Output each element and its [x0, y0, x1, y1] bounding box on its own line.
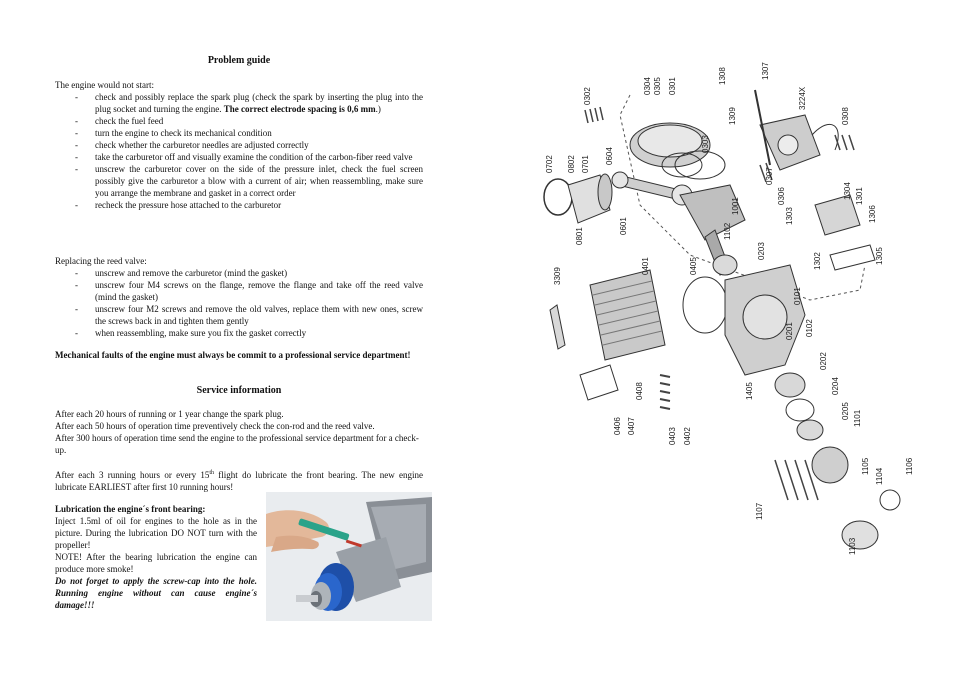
- part-label: 0205: [841, 402, 850, 420]
- part-label: 0401: [641, 257, 650, 275]
- part-label: 1104: [875, 467, 884, 485]
- check-item: - recheck the pressure hose attached to the carburetor: [55, 199, 423, 211]
- lubrication-warning: Do not forget to apply the screw-cap into the hole. Running engine without can cause engine´s damage!!!: [55, 576, 257, 610]
- part-label: 1309: [728, 107, 737, 125]
- problem-checklist: [55, 91, 423, 211]
- part-label: 0203: [757, 242, 766, 260]
- lubrication-photo: [266, 492, 432, 621]
- part-label: 0305: [653, 77, 662, 95]
- service-line: After 300 hours of operation time send the engine to the professional service department for a check-up.: [55, 433, 419, 455]
- part-label: 0307: [765, 167, 774, 185]
- part-label: 1306: [868, 205, 877, 223]
- lubrication-interval: After each 3 running hours or every 15th flight do lubricate the front bearing. The new engine lubricate EARLIEST after first 10 running hours!: [55, 470, 423, 492]
- part-label: 1301: [855, 187, 864, 205]
- part-label: 0408: [635, 382, 644, 400]
- part-label: 3224X: [798, 86, 807, 110]
- lubrication-body: Inject 1.5ml of oil for engines to the hole as in the picture. During the lubrication DO NOT turn with the propeller!: [55, 516, 257, 550]
- part-label: 1105: [861, 457, 870, 475]
- part-label: 0308: [841, 107, 850, 125]
- part-label: 0201: [785, 322, 794, 340]
- reed-step: - unscrew and remove the carburetor (mind the gasket): [55, 267, 423, 279]
- check-item: - check the fuel feed: [55, 115, 423, 127]
- part-label: 0302: [583, 87, 592, 105]
- check-item-spark-plug: - check and possibly replace the spark plug (check the spark by inserting the plug into the plug socket and turning the engine. The correct electrode spacing is 0,6 mm.): [55, 91, 423, 115]
- part-label: 0306: [777, 187, 786, 205]
- reed-step: - unscrew four M4 screws on the flange, remove the flange and take off the reed valve (mind the gasket): [55, 279, 423, 303]
- check-item: - turn the engine to check its mechanical condition: [55, 127, 423, 139]
- reed-step: - unscrew four M2 screws and remove the old valves, replace them with new ones, screw the screws back in and tighten them gently: [55, 303, 423, 327]
- part-label: 1405: [745, 382, 754, 400]
- part-label: 0303: [701, 135, 710, 153]
- part-label: 0402: [683, 427, 692, 445]
- engine-parts-drawing: [530, 55, 920, 565]
- service-info-title: Service information: [196, 385, 282, 396]
- lubrication-photo-illustration: [266, 492, 432, 621]
- part-label: 1304: [843, 182, 852, 200]
- part-label: 3309: [553, 267, 562, 285]
- part-label: 1308: [718, 67, 727, 85]
- service-line: After each 50 hours of operation time preventively check the con-rod and the reed valve.: [55, 421, 375, 431]
- reed-step: - when reassembling, make sure you fix the gasket correctly: [55, 327, 423, 339]
- part-label: 1106: [905, 457, 914, 475]
- lubrication-note: NOTE! After the bearing lubrication the engine can produce more smoke!: [55, 552, 257, 574]
- part-label: 0802: [567, 155, 576, 173]
- part-label: 0601: [619, 217, 628, 235]
- problem-guide-title: Problem guide: [207, 55, 271, 66]
- part-label: 1101: [853, 409, 862, 427]
- part-label: 0405: [689, 257, 698, 275]
- part-label: 0406: [613, 417, 622, 435]
- problem-intro: The engine would not start:: [55, 80, 154, 90]
- part-label: 0801: [575, 227, 584, 245]
- lubrication-title: Lubrication the engine´s front bearing:: [55, 504, 206, 514]
- part-label: 1001: [731, 197, 740, 215]
- part-label: 0403: [668, 427, 677, 445]
- part-label: 0102: [805, 319, 814, 337]
- lubrication-section: [55, 503, 257, 611]
- part-label: 0204: [831, 377, 840, 395]
- part-label: 1103: [848, 537, 857, 555]
- part-label: 0604: [605, 147, 614, 165]
- exploded-engine-diagram: [530, 55, 920, 565]
- part-label: 0301: [668, 77, 677, 95]
- part-label: 0701: [581, 155, 590, 173]
- part-label: 1107: [755, 502, 764, 520]
- mechanical-fault-warning: Mechanical faults of the engine must always be commit to a professional service department!: [55, 350, 411, 360]
- reed-valve-intro: Replacing the reed valve:: [55, 256, 147, 266]
- check-item: - take the carburetor off and visually examine the condition of the carbon-fiber reed valve: [55, 151, 423, 163]
- part-label: 1102: [723, 222, 732, 240]
- part-label: 1303: [785, 207, 794, 225]
- part-label: 1305: [875, 247, 884, 265]
- check-item: - check whether the carburetor needles are adjusted correctly: [55, 139, 423, 151]
- check-item: - unscrew the carburetor cover on the side of the pressure inlet, check the fuel screen possibly give the carburetor a blow with a current of air; when reassembling, make sure you arrange the membrane and gasket in a correct order: [55, 163, 423, 199]
- part-label: 0304: [643, 77, 652, 95]
- part-label: 0702: [545, 155, 554, 173]
- part-label: 0407: [627, 417, 636, 435]
- part-label: 1302: [813, 252, 822, 270]
- part-label: 1307: [761, 62, 770, 80]
- reed-valve-steps: [55, 267, 423, 339]
- part-label: 0202: [819, 352, 828, 370]
- part-label: 0101: [793, 287, 802, 305]
- service-line: After each 20 hours of running or 1 year change the spark plug.: [55, 409, 284, 419]
